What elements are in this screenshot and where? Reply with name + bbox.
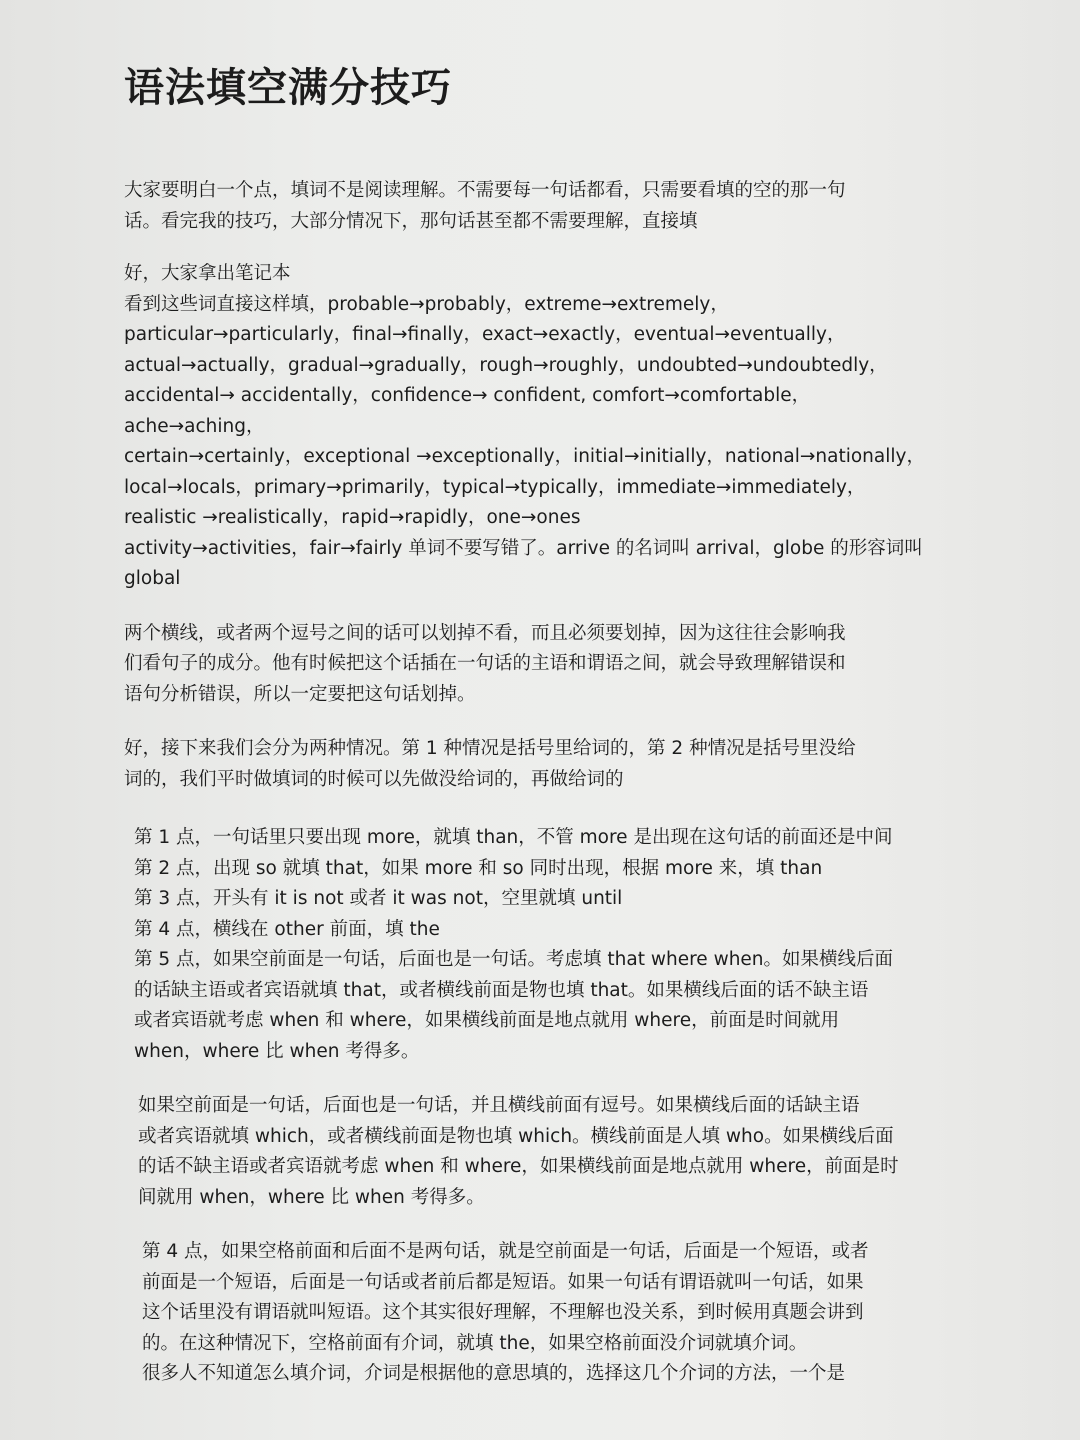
text-line: 很多人不知道怎么填介词，介词是根据他的意思填的，选择这几个介词的方法，一个是 (142, 1363, 846, 1384)
text-line: when，where 比 when 考得多。 (134, 1040, 420, 1062)
which-rule-paragraph (124, 1091, 950, 1213)
text-line: 词的，我们平时做填词的时候可以先做没给词的，再做给词的 (124, 768, 624, 790)
list-item: 第 3 点，开头有 it is not 或者 it was not，空里就填 until (134, 888, 623, 909)
text-line: 前面是一个短语，后面是一句话或者前后都是短语。如果一句话有谓语就叫一句话，如果 (142, 1271, 864, 1293)
cases-paragraph (124, 734, 950, 795)
intro-paragraph (124, 176, 950, 237)
text-line: 的话缺主语或者宾语就填 that，或者横线前面是物也填 that。如果横线后面的话不缺主语 (134, 979, 869, 1001)
page-title: 语法填空满分技巧 (124, 65, 452, 111)
text-line: 好，接下来我们会分为两种情况。第 1 种情况是括号里给词的，第 2 种情况是括号里没给 (124, 738, 856, 759)
text-line: certain→certainly，exceptional →exceptionally，initial→initially，national→nationally， (124, 446, 925, 467)
text-line: activity→activities，fair→fairly 单词不要写错了。arrive 的名词叫 arrival，globe 的形容词叫 (124, 537, 923, 559)
text-line: local→locals，primary→primarily，typical→typically，immediate→immediately， (124, 476, 866, 498)
text-line: 好，大家拿出笔记本 (124, 263, 291, 284)
text-line: 话。看完我的技巧，大部分情况下，那句话甚至都不需要理解，直接填 (124, 210, 698, 232)
point4-paragraph (124, 1237, 950, 1390)
text-line: particular→particularly，final→finally，exact→exactly，eventual→eventually， (124, 324, 846, 345)
text-line: 或者宾语就考虑 when 和 where，如果横线前面是地点就用 where，前面是时间就用 (134, 1010, 840, 1031)
text-line: 大家要明白一个点，填词不是阅读理解。不需要每一句话都看，只需要看填的空的那一句 (124, 180, 846, 201)
text-line: 们看句子的成分。他有时候把这个话插在一句话的主语和谓语之间，就会导致理解错误和 (124, 653, 846, 674)
word-forms-paragraph (124, 259, 950, 595)
text-line: 第 4 点，如果空格前面和后面不是两句话，就是空前面是一句话，后面是一个短语，或者 (142, 1241, 869, 1262)
list-item: 第 5 点，如果空前面是一句话，后面也是一句话。考虑填 that where when。如果横线后面 (134, 949, 894, 970)
text-line: global (124, 568, 181, 589)
text-line: 语句分析错误，所以一定要把这句话划掉。 (124, 683, 476, 705)
points-list (124, 823, 950, 1067)
text-line: actual→actually，gradual→gradually，rough→roughly，undoubted→undoubtedly， (124, 354, 888, 376)
text-line: 两个横线，或者两个逗号之间的话可以划掉不看，而且必须要划掉，因为这往往会影响我 (124, 622, 846, 644)
text-line: 的话不缺主语或者宾语就考虑 when 和 where，如果横线前面是地点就用 where，前面是时 (138, 1156, 899, 1177)
comma-rule-paragraph (124, 619, 950, 711)
list-item: 第 1 点，一句话里只要出现 more，就填 than，不管 more 是出现在这句话的前面还是中间 (134, 827, 893, 848)
text-line: accidental→ accidentally，confidence→ confident, comfort→comfortable，ache→aching， (124, 385, 811, 437)
text-line: 或者宾语就填 which，或者横线前面是物也填 which。横线前面是人填 who。如果横线后面 (138, 1125, 894, 1147)
text-line: 的。在这种情况下，空格前面有介词，就填 the，如果空格前面没介词就填介词。 (142, 1332, 808, 1354)
text-line: 如果空前面是一句话，后面也是一句话，并且横线前面有逗号。如果横线后面的话缺主语 (138, 1095, 860, 1116)
list-item: 第 4 点，横线在 other 前面，填 the (134, 918, 440, 940)
text-line: realistic →realistically，rapid→rapidly，one→ones (124, 507, 581, 528)
text-line: 间就用 when，where 比 when 考得多。 (138, 1186, 485, 1208)
text-line: 看到这些词直接这样填，probable→probably，extreme→extremely， (124, 293, 729, 315)
text-line: 这个话里没有谓语就叫短语。这个其实很好理解，不理解也没关系，到时候用真题会讲到 (142, 1302, 864, 1323)
list-item: 第 2 点，出现 so 就填 that，如果 more 和 so 同时出现，根据 more 来，填 than (134, 857, 823, 879)
